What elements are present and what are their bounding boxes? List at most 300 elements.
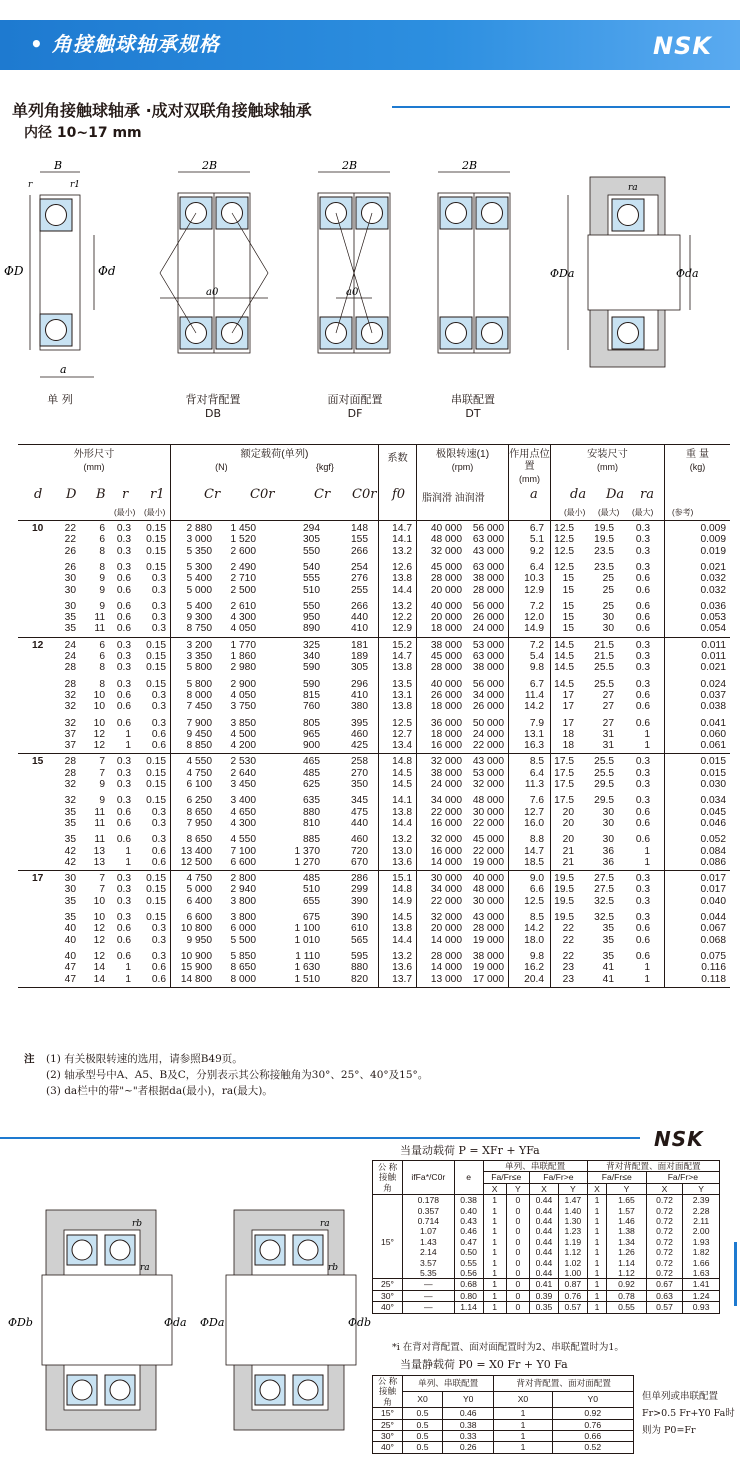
table-cell: 0.3 xyxy=(635,912,650,923)
dyn-cell: 0.92 xyxy=(607,1279,646,1290)
table-cell: 0.6 xyxy=(116,923,131,935)
dyn-cell: 0.44 xyxy=(530,1226,559,1236)
table-cell: 43 000 xyxy=(472,756,504,768)
table-cell: 30 xyxy=(602,806,614,818)
table-cell: 0.3 xyxy=(151,934,166,946)
stat-cell: 0.5 xyxy=(403,1408,443,1419)
table-cell: 7 950 xyxy=(186,817,212,829)
single-row-bearing xyxy=(4,159,116,377)
dyn-row xyxy=(373,1247,720,1257)
table-cell: 299 xyxy=(351,884,368,896)
table-cell: 11 xyxy=(94,817,105,829)
table-cell: 12.0 xyxy=(524,612,544,624)
table-cell: 8 650 xyxy=(186,834,212,846)
table-cell: 0.3 xyxy=(151,573,166,585)
table-cell: 0.017 xyxy=(700,884,726,896)
label-2B-df: 2B xyxy=(342,159,358,172)
dyn-cell: 1 xyxy=(483,1302,506,1313)
table-cell: 0.6 xyxy=(635,806,650,818)
table-cell: 25.5 xyxy=(594,767,614,779)
column-divider xyxy=(664,521,665,988)
static-load-note: 但单列或串联配置 Fr>0.5 Fr+Y0 Fa时 则为 P0=Fr xyxy=(642,1391,735,1436)
table-cell: 13.6 xyxy=(392,962,412,974)
dyn-cell: 0 xyxy=(506,1247,529,1257)
table-cell: 5 000 xyxy=(186,884,212,896)
df-bearing-pair xyxy=(318,159,390,353)
mounting-figure xyxy=(550,177,699,367)
table-cell: 13.7 xyxy=(392,973,412,985)
table-row xyxy=(18,756,730,767)
dyn-cell: 2.39 xyxy=(683,1195,720,1206)
table-cell: 485 xyxy=(303,767,320,779)
table-cell: 23.5 xyxy=(594,561,614,573)
table-cell: 0.15 xyxy=(146,534,166,546)
table-cell: 17.5 xyxy=(554,767,574,779)
table-cell: 26 000 xyxy=(472,701,504,713)
table-cell: 17.5 xyxy=(554,795,574,807)
table-cell: 4 300 xyxy=(230,817,256,829)
table-cell: 5.1 xyxy=(529,534,544,546)
table-cell: 0.15 xyxy=(146,523,166,534)
table-cell: 0.086 xyxy=(700,856,726,868)
table-cell: 12.5 xyxy=(554,561,574,573)
table-cell: 34 000 xyxy=(430,795,462,807)
table-cell: 32 xyxy=(64,689,76,701)
table-cell: 510 xyxy=(303,884,320,896)
table-cell: 38 000 xyxy=(430,639,462,651)
table-cell: 31 xyxy=(602,728,614,740)
table-cell: 0.3 xyxy=(151,817,166,829)
table-cell: 12.6 xyxy=(392,561,412,573)
table-cell: 11 xyxy=(94,623,105,635)
table-cell: 815 xyxy=(303,689,320,701)
table-header: 外形尺寸 (mm) 额定载荷(单列) (N) {kgf} 系数 极限转速(1) (rpm) 作用点位置 (mm) 安装尺寸 (mm) 重 量 (kg) d D B r r1 Cr C0r Cr C0r f0 a da Da ra 脂润滑 油润滑 (最小) (最小) (最小) (最大) (最大) (参考) xyxy=(18,444,730,521)
table-cell: 3 400 xyxy=(230,795,256,807)
table-cell: 36 xyxy=(602,845,614,857)
table-cell: 0.6 xyxy=(116,701,131,713)
table-cell: 0.3 xyxy=(116,534,131,546)
dyn-cell: 25° xyxy=(373,1279,403,1290)
table-cell: 6 xyxy=(99,651,105,662)
table-cell: 29.5 xyxy=(594,779,614,790)
table-cell: 30 xyxy=(602,612,614,624)
table-cell: 10 xyxy=(32,523,44,534)
table-cell: 5 400 xyxy=(186,573,212,585)
table-cell: 5 000 xyxy=(186,584,212,596)
table-cell: 5.4 xyxy=(529,651,544,662)
table-cell: 30 xyxy=(64,584,76,596)
dyn-cell: 1 xyxy=(483,1195,506,1206)
table-cell: 0.15 xyxy=(146,873,166,885)
dyn-cell: 0.72 xyxy=(646,1206,683,1216)
table-cell: 900 xyxy=(303,740,320,752)
table-cell: 20 000 xyxy=(430,584,462,596)
table-cell: 37 xyxy=(64,728,76,740)
table-cell: 0.3 xyxy=(116,873,131,885)
page-title: 单列角接触球轴承 ·成对双联角接触球轴承 xyxy=(12,101,312,120)
table-cell: 7 900 xyxy=(186,717,212,729)
table-cell: 0.046 xyxy=(700,817,726,829)
table-cell: 27 xyxy=(602,717,614,729)
dyn-cell: 0.72 xyxy=(646,1237,683,1247)
dyn-cell: 0.67 xyxy=(646,1279,683,1290)
table-cell: 24 000 xyxy=(472,623,504,635)
table-cell: 9.8 xyxy=(529,950,544,962)
table-cell: 6 600 xyxy=(230,856,256,868)
dyn-cell: 0.68 xyxy=(454,1279,483,1290)
table-cell: 590 xyxy=(303,662,320,674)
table-row xyxy=(18,523,730,534)
dyn-cell: 0.76 xyxy=(558,1290,587,1301)
table-cell: 9 xyxy=(99,795,105,807)
table-cell: 0.038 xyxy=(700,701,726,713)
table-row xyxy=(18,818,730,829)
dyn-cell xyxy=(373,1247,403,1257)
label-ra-2: ra xyxy=(140,1263,150,1273)
dyn-cell: 0 xyxy=(506,1258,529,1268)
table-cell: 0.3 xyxy=(151,600,166,612)
table-cell: 7 450 xyxy=(186,701,212,713)
table-cell: 8 xyxy=(99,561,105,573)
table-cell: 2 710 xyxy=(230,573,256,585)
table-cell: 38 000 xyxy=(472,662,504,674)
table-cell: 22 000 xyxy=(430,806,462,818)
table-row xyxy=(18,873,730,884)
table-cell: 13.1 xyxy=(392,689,412,701)
group-divider xyxy=(18,753,730,754)
table-cell: 590 xyxy=(303,678,320,690)
label-phidb: Φdb xyxy=(348,1316,372,1329)
dyn-cell: 1 xyxy=(483,1268,506,1279)
table-cell: 0.6 xyxy=(116,600,131,612)
table-cell: 0.3 xyxy=(151,950,166,962)
table-cell: 4 050 xyxy=(230,689,256,701)
table-cell: 32.5 xyxy=(594,912,614,923)
table-cell: 16.3 xyxy=(524,740,544,752)
table-cell: 550 xyxy=(303,545,320,557)
table-cell: 25.5 xyxy=(594,662,614,674)
table-row xyxy=(18,601,730,612)
table-cell: 3 800 xyxy=(230,912,256,923)
dyn-cell xyxy=(373,1268,403,1279)
table-row xyxy=(18,729,730,740)
dyn-cell: 1 xyxy=(587,1279,606,1290)
table-cell: 8 xyxy=(99,678,105,690)
table-cell: 950 xyxy=(303,612,320,624)
table-cell: 9.2 xyxy=(529,545,544,557)
table-cell: 3 200 xyxy=(186,639,212,651)
table-cell: 1 520 xyxy=(230,534,256,546)
table-cell: 23 xyxy=(562,962,574,974)
table-cell: 43 000 xyxy=(472,545,504,557)
table-cell: 14 000 xyxy=(430,856,462,868)
dyn-cell: 0 xyxy=(506,1216,529,1226)
table-cell: 4 650 xyxy=(230,806,256,818)
table-cell: 880 xyxy=(303,806,320,818)
table-cell: 0.15 xyxy=(146,561,166,573)
table-cell: 0.15 xyxy=(146,895,166,907)
table-cell: 26 000 xyxy=(430,689,462,701)
table-row xyxy=(18,740,730,751)
table-cell: 12 xyxy=(93,923,105,935)
table-cell: 2 500 xyxy=(230,584,256,596)
table-cell: 13 xyxy=(93,845,105,857)
caption-single: 单 列 xyxy=(47,393,73,406)
table-cell: 15 xyxy=(562,584,574,596)
column-divider xyxy=(170,521,171,988)
table-cell: 19 000 xyxy=(472,962,504,974)
dyn-cell: 0 xyxy=(506,1226,529,1236)
table-cell: 20 xyxy=(562,806,574,818)
table-cell: 27.5 xyxy=(594,873,614,885)
table-cell: 1 450 xyxy=(230,523,256,534)
dyn-cell: 0.41 xyxy=(530,1279,559,1290)
table-cell: 0.6 xyxy=(151,728,166,740)
table-cell: 17 xyxy=(32,873,44,885)
table-cell: 38 000 xyxy=(472,573,504,585)
table-cell: 0.068 xyxy=(700,934,726,946)
table-cell: 63 000 xyxy=(472,561,504,573)
caption-df: 面对面配置 DF xyxy=(327,393,383,420)
table-cell: 7 xyxy=(99,884,105,896)
table-row xyxy=(18,951,730,962)
table-cell: 14 000 xyxy=(430,962,462,974)
table-cell: 18 000 xyxy=(430,701,462,713)
table-cell: 16.2 xyxy=(524,962,544,974)
table-cell: 0.6 xyxy=(116,689,131,701)
table-cell: 270 xyxy=(351,767,368,779)
banner-title: • 角接触球轴承规格 xyxy=(30,32,220,56)
table-cell: 12.7 xyxy=(392,728,412,740)
dyn-cell: 0.44 xyxy=(530,1258,559,1268)
table-cell: 36 000 xyxy=(430,717,462,729)
table-cell: 5 800 xyxy=(186,678,212,690)
table-row xyxy=(18,857,730,868)
table-cell: 34 000 xyxy=(472,689,504,701)
table-cell: 19.5 xyxy=(554,873,574,885)
page-subtitle: 内径 10~17 mm xyxy=(24,125,142,141)
caption-db: 背对背配置 DB xyxy=(185,393,241,420)
table-row xyxy=(18,546,730,557)
table-cell: 40 xyxy=(64,950,76,962)
table-cell: 7 100 xyxy=(230,845,256,857)
table-cell: 1 xyxy=(644,962,650,974)
table-cell: 0.024 xyxy=(700,678,726,690)
table-cell: 0.15 xyxy=(146,756,166,768)
dyn-cell xyxy=(373,1258,403,1268)
dyn-cell: 1.47 xyxy=(558,1195,587,1206)
table-cell: 0.6 xyxy=(151,856,166,868)
table-cell: 181 xyxy=(351,639,368,651)
label-2B-dt: 2B xyxy=(462,159,478,172)
table-cell: 0.15 xyxy=(146,767,166,779)
table-cell: 0.3 xyxy=(116,767,131,779)
table-cell: 0.011 xyxy=(701,651,726,662)
table-cell: 17 xyxy=(562,701,574,713)
table-cell: 0.3 xyxy=(151,923,166,935)
table-cell: 14.4 xyxy=(392,817,412,829)
table-cell: 18 000 xyxy=(430,728,462,740)
table-cell: 540 xyxy=(303,561,320,573)
table-cell: 6.6 xyxy=(529,884,544,896)
dyn-cell: 2.28 xyxy=(683,1206,720,1216)
dyn-cell: 1.12 xyxy=(558,1247,587,1257)
table-cell: 625 xyxy=(303,779,320,790)
table-cell: 13.5 xyxy=(392,678,412,690)
table-cell: 8 xyxy=(99,545,105,557)
table-cell: 13.2 xyxy=(392,834,412,846)
dyn-cell: 1.57 xyxy=(607,1206,646,1216)
table-cell: 12.9 xyxy=(392,623,412,635)
table-cell: 0.6 xyxy=(116,950,131,962)
dyn-row xyxy=(373,1206,720,1216)
side-marker xyxy=(734,1242,737,1306)
db-bearing-pair xyxy=(160,159,268,353)
dyn-cell: 0.55 xyxy=(607,1302,646,1313)
dyn-cell: 1 xyxy=(587,1302,606,1313)
table-cell: 15.1 xyxy=(392,873,412,885)
stat-cell: 0.33 xyxy=(443,1431,494,1442)
table-cell: 14.8 xyxy=(392,884,412,896)
table-cell: 19 000 xyxy=(472,856,504,868)
dyn-cell: 1.26 xyxy=(607,1247,646,1257)
dyn-cell: 40° xyxy=(373,1302,403,1313)
table-cell: 32 000 xyxy=(430,756,462,768)
table-cell: 24 000 xyxy=(430,779,462,790)
table-cell: 24 xyxy=(64,639,76,651)
mount-right xyxy=(200,1210,371,1430)
dyn-cell: 1.12 xyxy=(607,1268,646,1279)
table-cell: 15 xyxy=(562,600,574,612)
table-cell: 0.15 xyxy=(146,651,166,662)
table-cell: 13 xyxy=(93,856,105,868)
dyn-cell: 0.714 xyxy=(403,1216,455,1226)
dyn-cell xyxy=(373,1226,403,1236)
table-cell: 14.5 xyxy=(554,639,574,651)
table-cell: 2 940 xyxy=(230,884,256,896)
label-r1: r1 xyxy=(70,180,81,190)
table-cell: 485 xyxy=(303,873,320,885)
table-cell: 5 400 xyxy=(186,600,212,612)
table-cell: 9 xyxy=(99,573,105,585)
table-cell: 19.5 xyxy=(594,534,614,546)
dyn-cell: 0 xyxy=(506,1290,529,1301)
table-row xyxy=(18,896,730,907)
table-cell: 40 000 xyxy=(430,678,462,690)
table-cell: 13.8 xyxy=(392,662,412,674)
table-cell: 40 000 xyxy=(430,600,462,612)
table-cell: 26 xyxy=(64,561,76,573)
table-cell: 19.5 xyxy=(554,884,574,896)
table-cell: 28 000 xyxy=(430,662,462,674)
dyn-cell: 1 xyxy=(587,1216,606,1226)
table-cell: 0.030 xyxy=(700,779,726,790)
table-cell: 22 000 xyxy=(472,845,504,857)
stat-cell: 0.92 xyxy=(552,1408,633,1419)
table-row xyxy=(18,662,730,673)
label-phida: Φda xyxy=(676,267,699,280)
table-cell: 11 xyxy=(94,806,105,818)
table-cell: 21 xyxy=(562,845,574,857)
table-cell: 0.6 xyxy=(635,817,650,829)
table-cell: 25.5 xyxy=(594,678,614,690)
label-r: r xyxy=(28,180,33,190)
dyn-cell: 2.00 xyxy=(683,1226,720,1236)
table-cell: 595 xyxy=(351,950,368,962)
table-cell: 14.1 xyxy=(392,795,412,807)
table-cell: 20 000 xyxy=(430,923,462,935)
dyn-cell xyxy=(373,1195,403,1206)
table-cell: 56 000 xyxy=(472,600,504,612)
table-cell: 0.009 xyxy=(700,523,726,534)
label-2B-db: 2B xyxy=(202,159,218,172)
table-cell: 0.3 xyxy=(635,523,650,534)
table-cell: 13.8 xyxy=(392,701,412,713)
dyn-cell: 0 xyxy=(506,1195,529,1206)
static-load-title: 当量静载荷 P0 = X0 Fr + Y0 Fa xyxy=(400,1358,568,1371)
table-cell: 22 xyxy=(64,523,76,534)
table-cell: 0.6 xyxy=(116,623,131,635)
table-cell: 5 350 xyxy=(186,545,212,557)
table-cell: 37 xyxy=(64,740,76,752)
dyn-cell: 1 xyxy=(483,1258,506,1268)
group-divider xyxy=(18,870,730,871)
table-cell: 0.034 xyxy=(700,795,726,807)
dyn-cell: 0 xyxy=(506,1302,529,1313)
table-cell: 0.15 xyxy=(146,779,166,790)
stat-row xyxy=(373,1408,634,1419)
label-ra: ra xyxy=(628,183,638,193)
table-cell: 325 xyxy=(303,639,320,651)
table-cell: 610 xyxy=(351,923,368,935)
dyn-cell: 0.43 xyxy=(454,1216,483,1226)
table-cell: 38 000 xyxy=(472,950,504,962)
table-cell: 30 000 xyxy=(430,873,462,885)
table-cell: 0.6 xyxy=(151,962,166,974)
dyn-cell: 1 xyxy=(587,1237,606,1247)
dyn-cell: 1 xyxy=(587,1290,606,1301)
table-cell: 40 000 xyxy=(472,873,504,885)
table-cell: 22 000 xyxy=(430,895,462,907)
table-row xyxy=(18,640,730,651)
table-cell: 13.2 xyxy=(392,545,412,557)
label-rb: rb xyxy=(132,1219,143,1229)
table-cell: 63 000 xyxy=(472,651,504,662)
table-cell: 13.1 xyxy=(524,728,544,740)
table-cell: 42 xyxy=(64,856,76,868)
table-cell: 28 xyxy=(64,662,76,674)
table-cell: 10 xyxy=(93,701,105,713)
table-cell: 655 xyxy=(303,895,320,907)
table-cell: 8 000 xyxy=(186,689,212,701)
table-cell: 19.5 xyxy=(554,912,574,923)
table-cell: 45 000 xyxy=(472,834,504,846)
table-cell: 30 xyxy=(602,834,614,846)
table-cell: 32 xyxy=(64,701,76,713)
dyn-cell: 1.00 xyxy=(558,1268,587,1279)
table-row xyxy=(18,846,730,857)
table-cell: 1 xyxy=(125,962,131,974)
table-cell: 26 000 xyxy=(472,612,504,624)
stat-cell: 1 xyxy=(494,1419,552,1430)
table-cell: 14.7 xyxy=(392,651,412,662)
table-cell: 35 xyxy=(64,834,76,846)
bearing-figures xyxy=(0,155,740,390)
table-cell: 32 000 xyxy=(430,834,462,846)
table-cell: 1 xyxy=(125,973,131,985)
table-cell: 10 900 xyxy=(180,950,212,962)
table-cell: 35 xyxy=(602,950,614,962)
